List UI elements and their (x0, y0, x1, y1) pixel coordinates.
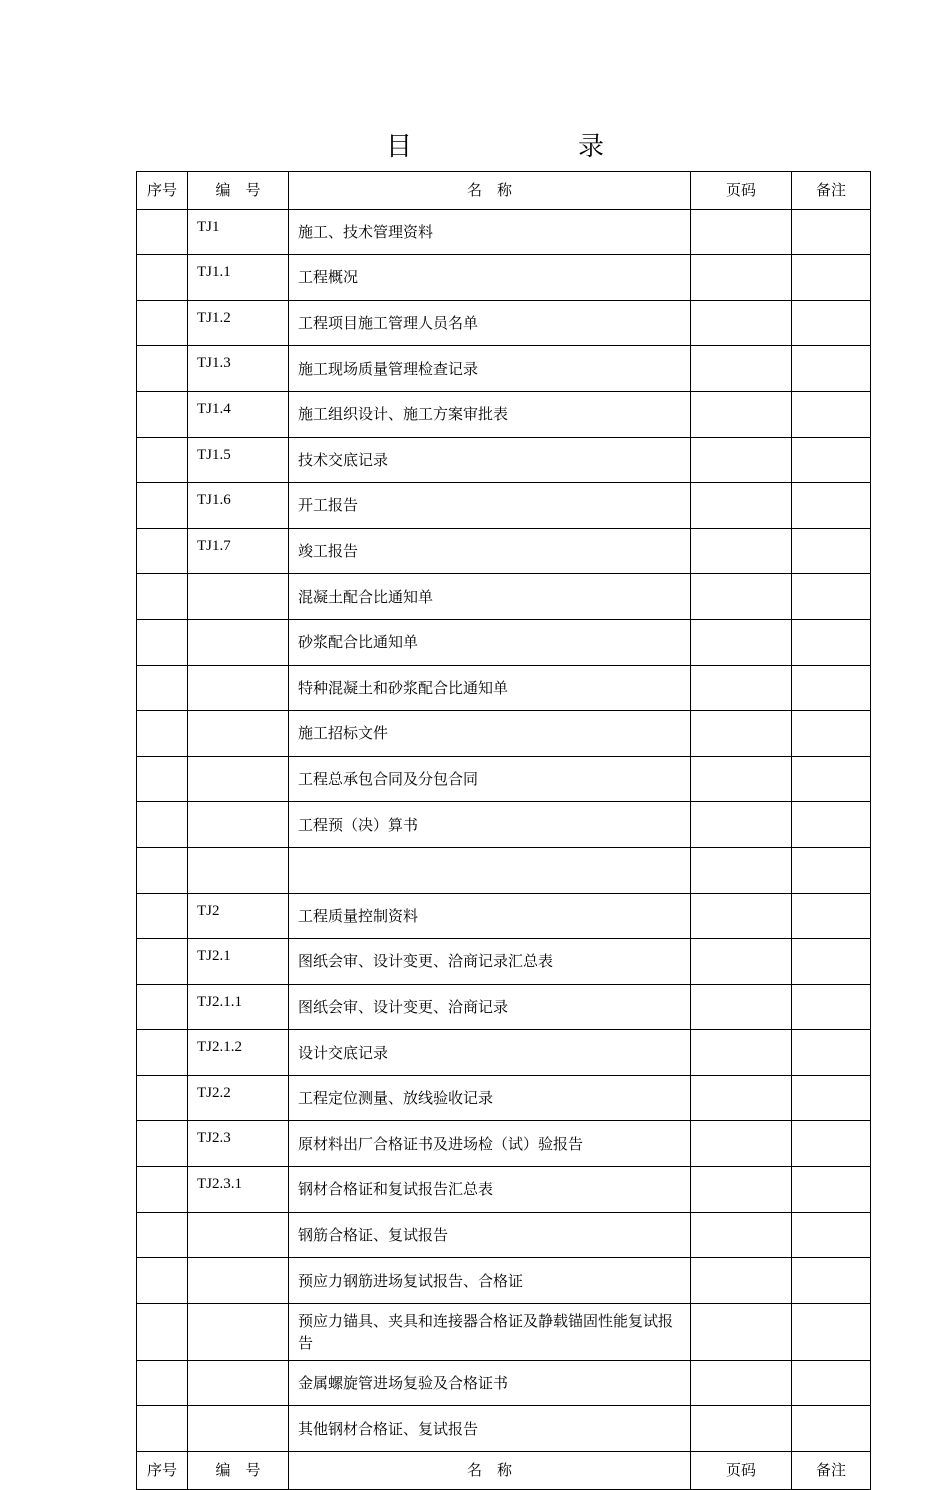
row-name: 施工招标文件 (289, 711, 691, 757)
table-row (137, 984, 871, 1030)
header-code: 编 号 (188, 172, 289, 210)
row-page (691, 847, 792, 893)
row-code (188, 1258, 289, 1304)
row-seq (137, 528, 188, 574)
row-note (792, 1212, 871, 1258)
row-note (792, 300, 871, 346)
row-seq (137, 1406, 188, 1452)
row-page (691, 802, 792, 848)
row-code (188, 756, 289, 802)
row-code: TJ2.3 (188, 1121, 289, 1167)
row-note (792, 1406, 871, 1452)
row-note (792, 893, 871, 939)
row-seq (137, 1030, 188, 1076)
table-row (137, 1360, 871, 1406)
table-row (137, 1303, 871, 1360)
row-page (691, 984, 792, 1030)
header-note: 备注 (792, 172, 871, 210)
row-note (792, 1258, 871, 1304)
row-page (691, 1075, 792, 1121)
row-name (289, 847, 691, 893)
row-seq (137, 711, 188, 757)
row-code (188, 619, 289, 665)
row-code: TJ1.7 (188, 528, 289, 574)
row-code: TJ2.2 (188, 1075, 289, 1121)
table-header-row (137, 172, 871, 210)
row-page (691, 437, 792, 483)
page-title: 目 录 (385, 132, 674, 162)
footer-header-code: 编 号 (188, 1452, 289, 1490)
row-page (691, 665, 792, 711)
row-code (188, 802, 289, 848)
row-seq (137, 209, 188, 255)
table-row (137, 1121, 871, 1167)
row-note (792, 437, 871, 483)
row-code: TJ1.6 (188, 483, 289, 529)
table-row (137, 437, 871, 483)
row-code (188, 574, 289, 620)
row-name: 预应力钢筋进场复试报告、合格证 (289, 1258, 691, 1304)
row-page (691, 1303, 792, 1360)
row-page (691, 300, 792, 346)
row-note (792, 391, 871, 437)
row-page (691, 1121, 792, 1167)
row-code (188, 711, 289, 757)
row-name: 金属螺旋管进场复验及合格证书 (289, 1360, 691, 1406)
row-name: 施工、技术管理资料 (289, 209, 691, 255)
row-seq (137, 1167, 188, 1213)
table-row (137, 528, 871, 574)
row-name: 混凝土配合比通知单 (289, 574, 691, 620)
row-page (691, 1406, 792, 1452)
row-name: 原材料出厂合格证书及进场检（试）验报告 (289, 1121, 691, 1167)
row-note (792, 1121, 871, 1167)
table-row (137, 1406, 871, 1452)
row-seq (137, 847, 188, 893)
table-row (137, 483, 871, 529)
row-code: TJ1.4 (188, 391, 289, 437)
table-row (137, 711, 871, 757)
row-code (188, 1212, 289, 1258)
row-code (188, 665, 289, 711)
row-seq (137, 1075, 188, 1121)
row-name: 特种混凝土和砂浆配合比通知单 (289, 665, 691, 711)
row-name: 竣工报告 (289, 528, 691, 574)
row-note (792, 1303, 871, 1360)
row-code (188, 1303, 289, 1360)
row-seq (137, 893, 188, 939)
row-note (792, 1075, 871, 1121)
row-seq (137, 483, 188, 529)
table-row (137, 1212, 871, 1258)
row-seq (137, 665, 188, 711)
footer-header-name: 名 称 (289, 1452, 691, 1490)
row-name: 钢筋合格证、复试报告 (289, 1212, 691, 1258)
row-note (792, 255, 871, 301)
row-code (188, 1360, 289, 1406)
row-code: TJ2.1.1 (188, 984, 289, 1030)
table-row (137, 1030, 871, 1076)
row-page (691, 391, 792, 437)
row-seq (137, 346, 188, 392)
header-seq: 序号 (137, 172, 188, 210)
row-note (792, 574, 871, 620)
table-row (137, 391, 871, 437)
row-page (691, 346, 792, 392)
table-row (137, 1167, 871, 1213)
row-code: TJ1 (188, 209, 289, 255)
row-note (792, 483, 871, 529)
row-name: 其他钢材合格证、复试报告 (289, 1406, 691, 1452)
row-name: 工程定位测量、放线验收记录 (289, 1075, 691, 1121)
row-code: TJ2.3.1 (188, 1167, 289, 1213)
row-code: TJ2 (188, 893, 289, 939)
table-row (137, 847, 871, 893)
row-page (691, 1212, 792, 1258)
row-seq (137, 300, 188, 346)
row-page (691, 528, 792, 574)
row-note (792, 847, 871, 893)
row-page (691, 1030, 792, 1076)
row-name: 技术交底记录 (289, 437, 691, 483)
row-note (792, 1030, 871, 1076)
row-note (792, 619, 871, 665)
row-name: 工程概况 (289, 255, 691, 301)
row-seq (137, 1258, 188, 1304)
table-row (137, 756, 871, 802)
row-seq (137, 1303, 188, 1360)
row-seq (137, 939, 188, 985)
table-row (137, 346, 871, 392)
row-seq (137, 619, 188, 665)
row-seq (137, 574, 188, 620)
row-name: 图纸会审、设计变更、洽商记录 (289, 984, 691, 1030)
row-page (691, 574, 792, 620)
row-note (792, 1167, 871, 1213)
row-note (792, 209, 871, 255)
table-row (137, 209, 871, 255)
row-name: 设计交底记录 (289, 1030, 691, 1076)
row-note (792, 665, 871, 711)
row-code: TJ1.2 (188, 300, 289, 346)
row-code: TJ1.1 (188, 255, 289, 301)
row-page (691, 1360, 792, 1406)
row-name: 钢材合格证和复试报告汇总表 (289, 1167, 691, 1213)
row-seq (137, 1121, 188, 1167)
row-code: TJ2.1.2 (188, 1030, 289, 1076)
row-seq (137, 391, 188, 437)
table-row (137, 300, 871, 346)
row-page (691, 209, 792, 255)
row-note (792, 756, 871, 802)
row-page (691, 483, 792, 529)
row-name: 工程总承包合同及分包合同 (289, 756, 691, 802)
row-seq (137, 1212, 188, 1258)
row-name: 施工现场质量管理检查记录 (289, 346, 691, 392)
row-page (691, 619, 792, 665)
row-name: 预应力锚具、夹具和连接器合格证及静载锚固性能复试报告 (289, 1303, 691, 1360)
row-note (792, 346, 871, 392)
table-row (137, 1075, 871, 1121)
row-page (691, 893, 792, 939)
row-page (691, 1167, 792, 1213)
row-name: 施工组织设计、施工方案审批表 (289, 391, 691, 437)
row-note (792, 984, 871, 1030)
table-row (137, 574, 871, 620)
row-page (691, 1258, 792, 1304)
table-row (137, 255, 871, 301)
table-row (137, 939, 871, 985)
header-page: 页码 (691, 172, 792, 210)
row-name: 工程质量控制资料 (289, 893, 691, 939)
row-seq (137, 984, 188, 1030)
row-code: TJ1.3 (188, 346, 289, 392)
row-note (792, 711, 871, 757)
toc-table (136, 171, 871, 1490)
row-seq (137, 255, 188, 301)
table-row (137, 893, 871, 939)
row-page (691, 939, 792, 985)
row-name: 砂浆配合比通知单 (289, 619, 691, 665)
row-note (792, 528, 871, 574)
footer-header-seq: 序号 (137, 1452, 188, 1490)
row-seq (137, 802, 188, 848)
row-code (188, 847, 289, 893)
table-row (137, 1258, 871, 1304)
header-name: 名 称 (289, 172, 691, 210)
table-row (137, 665, 871, 711)
table-footer-header-row (137, 1452, 871, 1490)
footer-header-page: 页码 (691, 1452, 792, 1490)
row-name: 开工报告 (289, 483, 691, 529)
row-name: 图纸会审、设计变更、洽商记录汇总表 (289, 939, 691, 985)
row-code: TJ2.1 (188, 939, 289, 985)
row-page (691, 711, 792, 757)
row-seq (137, 756, 188, 802)
row-note (792, 939, 871, 985)
row-name: 工程预（决）算书 (289, 802, 691, 848)
table-row (137, 802, 871, 848)
table-row (137, 619, 871, 665)
row-code (188, 1406, 289, 1452)
row-name: 工程项目施工管理人员名单 (289, 300, 691, 346)
row-seq (137, 437, 188, 483)
row-note (792, 802, 871, 848)
row-note (792, 1360, 871, 1406)
row-seq (137, 1360, 188, 1406)
row-page (691, 756, 792, 802)
footer-header-note: 备注 (792, 1452, 871, 1490)
row-page (691, 255, 792, 301)
row-code: TJ1.5 (188, 437, 289, 483)
